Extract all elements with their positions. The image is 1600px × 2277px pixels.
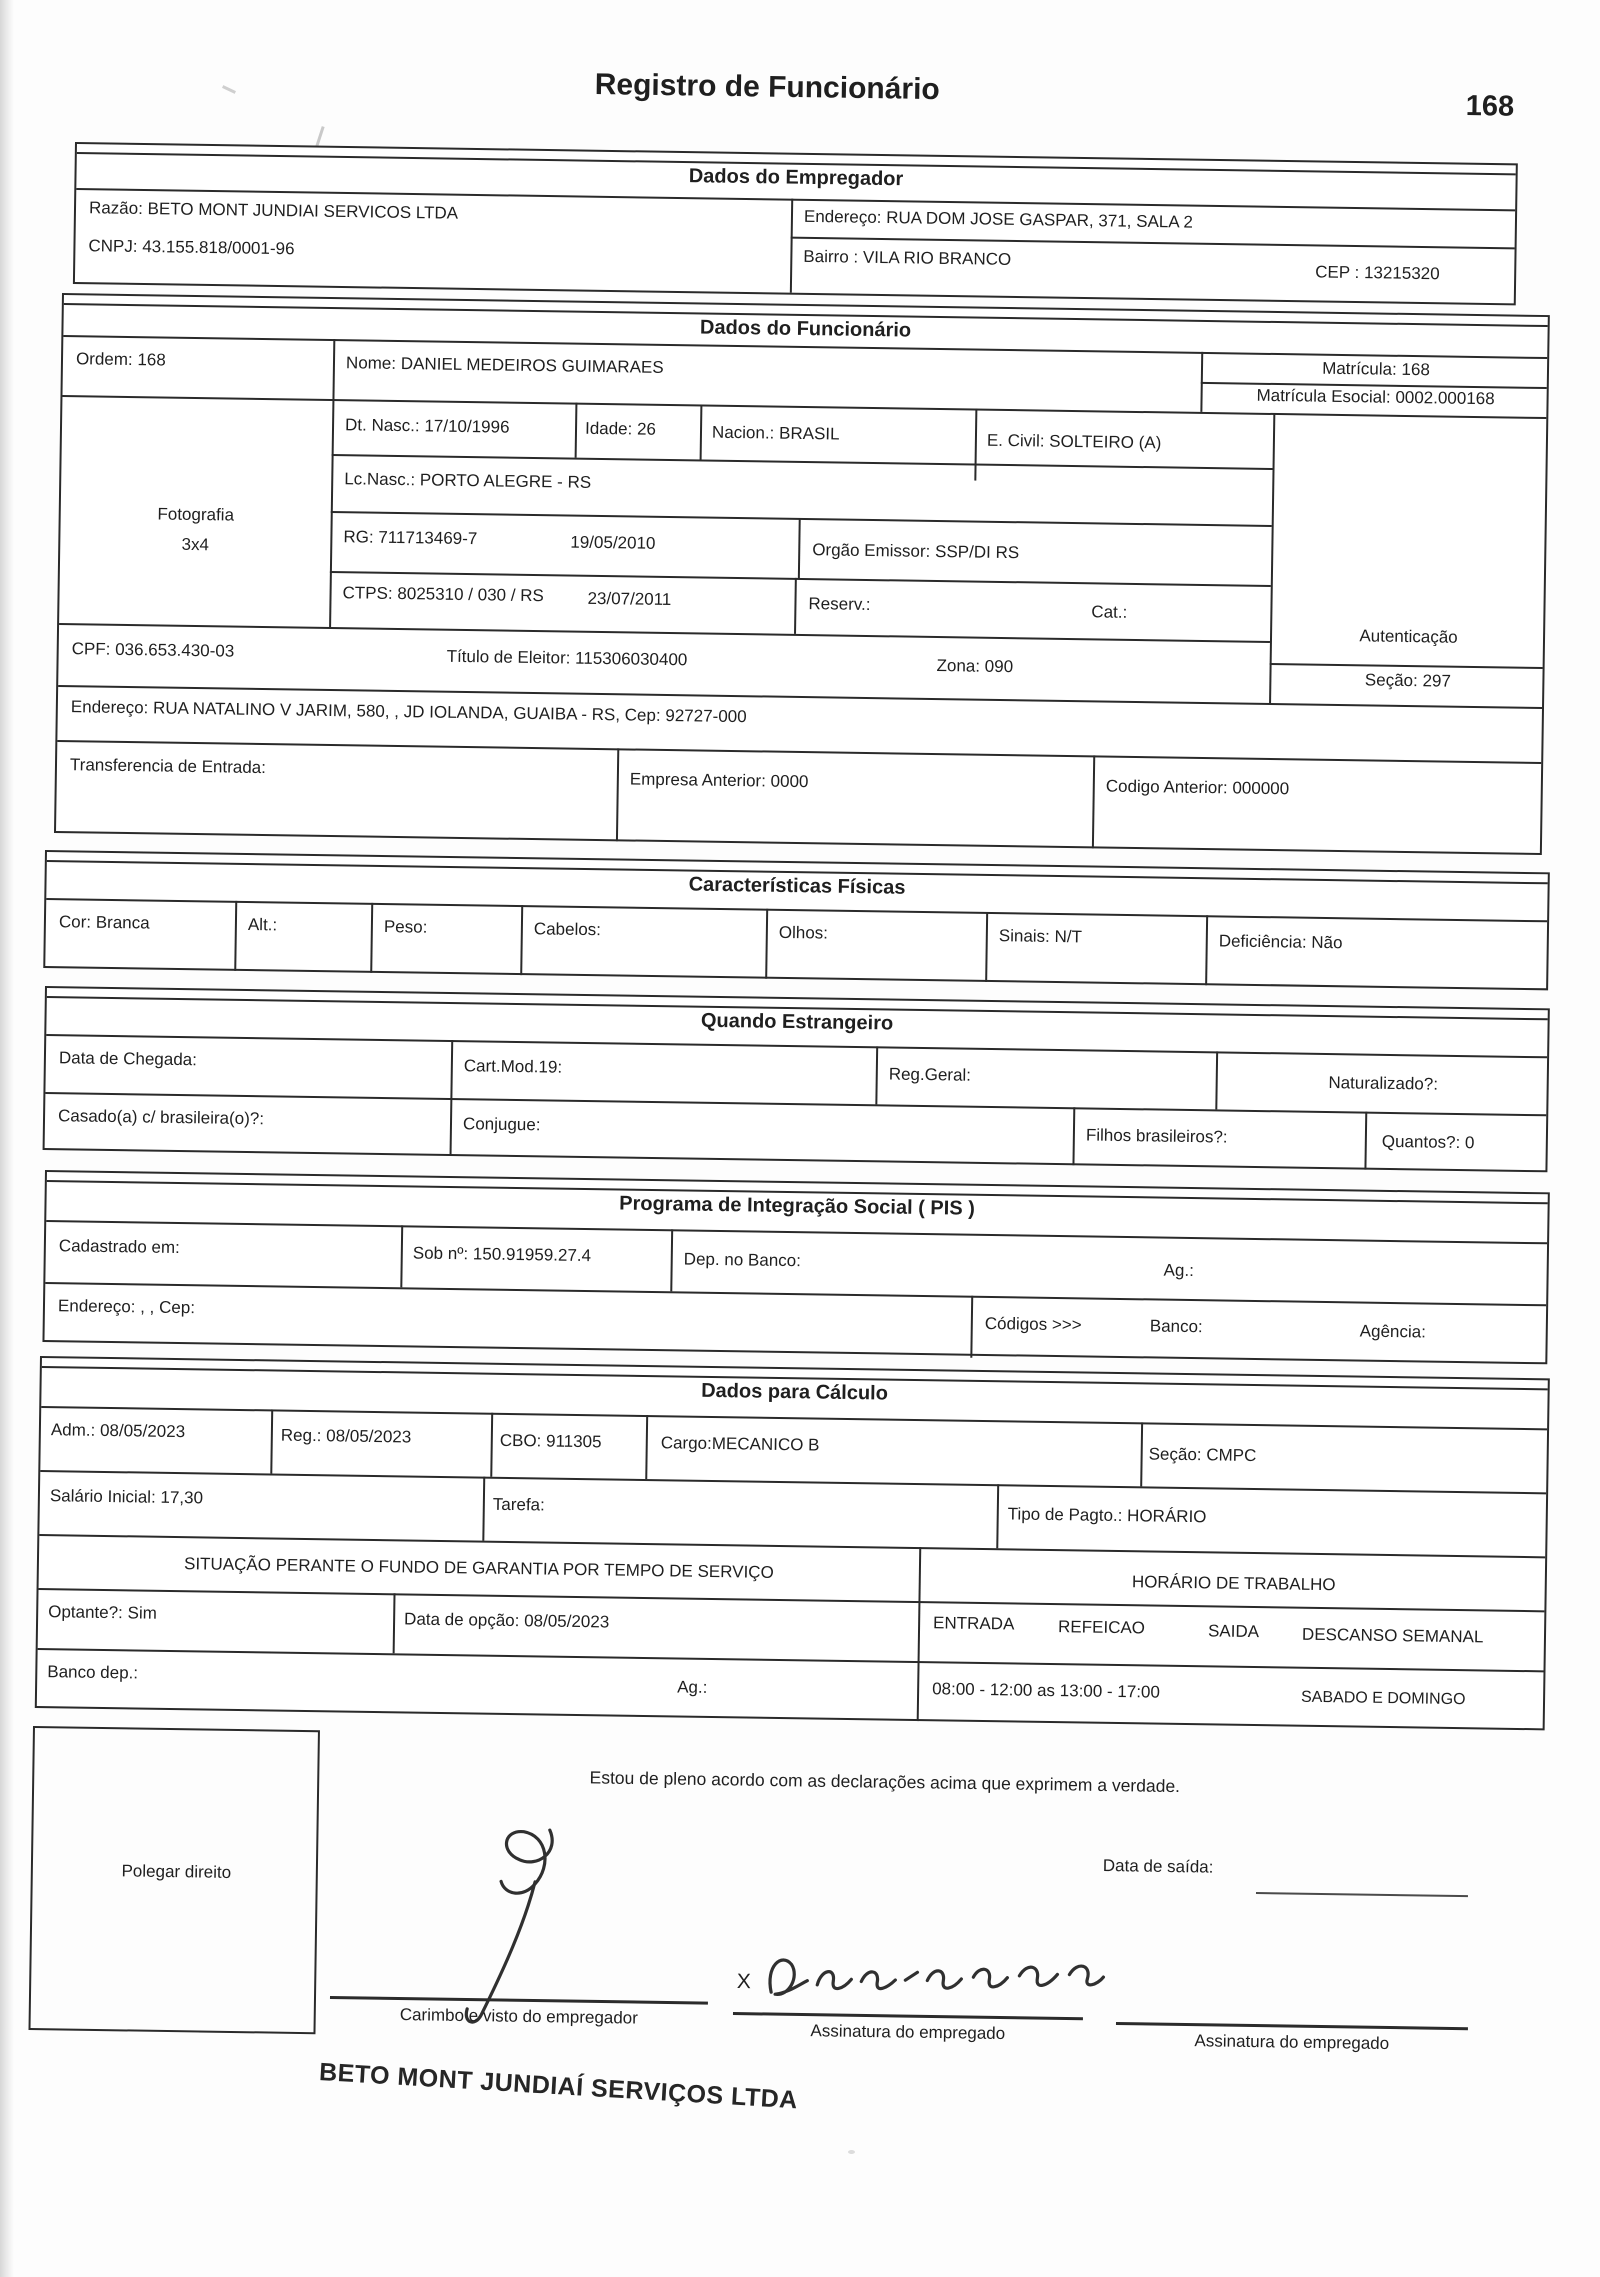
- field-cabelos: Cabelos:: [533, 919, 602, 940]
- rule: [1269, 413, 1275, 703]
- field-secao-eleitor: Seção: 297: [1364, 670, 1452, 691]
- photo-label-3x4: 3x4: [181, 534, 210, 555]
- data-saida-label: Data de saída:: [1102, 1856, 1214, 1877]
- employee-signature-line-2: [1116, 2022, 1468, 2030]
- section-dados-funcionario: [54, 293, 1550, 855]
- field-calc-ag: Ag.:: [677, 1677, 708, 1697]
- col-descanso: DESCANSO SEMANAL: [1301, 1624, 1484, 1647]
- field-alt: Alt.:: [247, 915, 278, 935]
- agreement-statement: Estou de pleno acordo com as declarações acima que exprimem a verdade.: [589, 1767, 1181, 1797]
- field-cnpj: CNPJ: 43.155.818/0001-96: [88, 236, 295, 259]
- page-title: Registro de Funcionário: [594, 68, 940, 107]
- rule: [985, 912, 988, 982]
- col-entrada: ENTRADA: [932, 1613, 1015, 1634]
- field-cpf: CPF: 036.653.430-03: [71, 639, 235, 661]
- field-endereco-empregador: Endereço: RUA DOM JOSE GASPAR, 371, SALA 2: [803, 206, 1194, 232]
- rule: [482, 1477, 485, 1541]
- rule: [57, 740, 1541, 764]
- field-tarefa: Tarefa:: [492, 1494, 545, 1515]
- section-title-pis: Programa de Integração Social ( PIS ): [619, 1192, 976, 1220]
- section-dados-empregador: [73, 142, 1518, 305]
- field-endereco-funcionario: Endereço: RUA NATALINO V JARIM, 580, , JD IOLANDA, GUAIBA - RS, Cep: 92727-000: [70, 697, 747, 727]
- employee-signature-scribble: [759, 1934, 1100, 2024]
- field-cbo: CBO: 911305: [499, 1430, 602, 1452]
- horario-title: HORÁRIO DE TRABALHO: [1131, 1572, 1336, 1595]
- employee-signature-label-2: Assinatura do empregado: [1194, 2031, 1390, 2054]
- section-caracteristicas-fisicas: [43, 850, 1550, 990]
- field-naturalizado: Naturalizado?:: [1328, 1073, 1439, 1094]
- field-orgao-emissor: Orgão Emissor: SSP/DI RS: [812, 540, 1020, 563]
- rule: [400, 1225, 403, 1287]
- employee-signature-label-1: Assinatura do empregado: [810, 2021, 1006, 2044]
- rule: [331, 511, 1272, 527]
- field-ctps-data: 23/07/2011: [587, 588, 672, 610]
- field-bairro: Bairro : VILA RIO BRANCO: [803, 246, 1012, 269]
- fgts-title: SITUAÇÃO PERANTE O FUNDO DE GARANTIA POR TEMPO DE SERVIÇO: [183, 1554, 774, 1582]
- field-idade: Idade: 26: [584, 418, 657, 439]
- rule: [794, 578, 797, 634]
- rule: [490, 1413, 493, 1477]
- field-sinais: Sinais: N/T: [998, 926, 1083, 947]
- field-peso: Peso:: [383, 917, 428, 937]
- col-saida: SAIDA: [1207, 1621, 1260, 1642]
- rule: [996, 1484, 999, 1548]
- field-pis-endereco: Endereço: , , Cep:: [57, 1296, 196, 1318]
- field-cart-mod: Cart.Mod.19:: [463, 1056, 563, 1077]
- field-descanso-valor: SABADO E DOMINGO: [1300, 1688, 1466, 1709]
- rule: [329, 339, 335, 627]
- rule: [370, 903, 373, 973]
- employer-visto-signature: [405, 1818, 588, 2021]
- field-adm: Adm.: 08/05/2023: [50, 1420, 186, 1442]
- field-filhos-brasileiros: Filhos brasileiros?:: [1085, 1125, 1228, 1147]
- field-reg-geral: Reg.Geral:: [888, 1064, 972, 1085]
- field-razao: Razão: BETO MONT JUNDIAI SERVICOS LTDA: [88, 198, 459, 223]
- field-cargo: Cargo:MECANICO B: [660, 1433, 820, 1455]
- rule: [700, 404, 703, 459]
- section-title-empregador: Dados do Empregador: [688, 165, 904, 191]
- rule: [1364, 1112, 1367, 1170]
- field-cadastrado-em: Cadastrado em:: [58, 1236, 180, 1258]
- field-ordem: Ordem: 168: [75, 349, 166, 370]
- photo-label-fotografia: Fotografia: [157, 504, 235, 525]
- field-agencia: Agência:: [1359, 1321, 1427, 1342]
- field-dep-banco: Dep. no Banco:: [683, 1249, 802, 1271]
- field-data-opcao: Data de opção: 08/05/2023: [403, 1609, 610, 1632]
- x-mark: X: [736, 1970, 752, 1994]
- rule: [234, 901, 237, 971]
- field-autenticacao: Autenticação: [1359, 626, 1458, 647]
- field-dt-nasc: Dt. Nasc.: 17/10/1996: [344, 415, 510, 437]
- field-conjugue: Conjugue:: [462, 1114, 541, 1135]
- field-empresa-anterior: Empresa Anterior: 0000: [629, 769, 809, 792]
- field-olhos: Olhos:: [778, 922, 829, 943]
- field-ctps: CTPS: 8025310 / 030 / RS: [342, 583, 545, 606]
- rule: [520, 905, 523, 975]
- rule: [45, 1092, 1546, 1116]
- field-codigos: Códigos >>>: [984, 1313, 1082, 1335]
- field-cor: Cor: Branca: [58, 912, 150, 933]
- field-secao-calc: Seção: CMPC: [1148, 1444, 1257, 1466]
- field-transferencia: Transferencia de Entrada:: [69, 755, 267, 778]
- field-codigo-anterior: Codigo Anterior: 000000: [1105, 776, 1290, 799]
- company-stamp: BETO MONT JUNDIAÍ SERVIÇOS LTDA: [318, 2058, 799, 2115]
- rule: [575, 403, 578, 458]
- scan-artifact: [848, 2150, 855, 2154]
- field-nome: Nome: DANIEL MEDEIROS GUIMARAES: [345, 353, 664, 377]
- employer-signature-label: Carimbo e visto do empregador: [399, 2005, 639, 2028]
- field-cep: CEP : 13215320: [1315, 262, 1440, 284]
- field-sob-no: Sob nº: 150.91959.27.4: [412, 1243, 592, 1266]
- rule: [798, 518, 801, 578]
- rule: [393, 1593, 396, 1653]
- page-number: 168: [1465, 90, 1515, 123]
- rule: [974, 409, 977, 481]
- section-title-fisicas: Características Físicas: [688, 873, 906, 899]
- field-casado-brasileira: Casado(a) c/ brasileira(o)?:: [57, 1106, 265, 1129]
- field-horario-valor: 08:00 - 12:00 as 13:00 - 17:00: [932, 1679, 1161, 1702]
- thumbprint-box: [28, 1726, 319, 2034]
- rule: [270, 1409, 273, 1473]
- rule: [1140, 1422, 1143, 1486]
- field-banco-dep: Banco dep.:: [47, 1662, 139, 1683]
- field-pis-ag: Ag.:: [1163, 1260, 1195, 1281]
- field-nacion: Nacion.: BRASIL: [711, 422, 840, 444]
- field-reserv: Reserv.:: [808, 594, 871, 615]
- rule: [40, 1470, 1546, 1494]
- field-estado-civil: E. Civil: SOLTEIRO (A): [986, 430, 1162, 453]
- field-matricula-esocial: Matrícula Esocial: 0002.000168: [1256, 385, 1495, 409]
- rule: [1072, 1107, 1075, 1165]
- rule: [875, 1046, 878, 1104]
- rule: [670, 1229, 673, 1291]
- rule: [1092, 755, 1095, 848]
- section-dados-calculo: [35, 1356, 1550, 1730]
- thumbprint-label: Polegar direito: [121, 1861, 232, 1882]
- col-refeicao: REFEICAO: [1057, 1617, 1146, 1638]
- rule: [616, 748, 619, 841]
- field-rg-data: 19/05/2010: [570, 532, 656, 553]
- scan-artifact: [222, 85, 236, 94]
- field-salario: Salário Inicial: 17,30: [49, 1486, 204, 1508]
- section-pis: [42, 1170, 1549, 1364]
- field-data-chegada: Data de Chegada:: [58, 1048, 198, 1070]
- field-optante: Optante?: Sim: [48, 1602, 158, 1623]
- rule: [645, 1415, 648, 1479]
- rule: [38, 1648, 1544, 1672]
- rule: [1270, 663, 1543, 669]
- section-title-estrangeiro: Quando Estrangeiro: [700, 1009, 894, 1035]
- field-cat: Cat.:: [1091, 602, 1128, 622]
- rule: [1205, 915, 1208, 985]
- field-zona: Zona: 090: [936, 656, 1014, 677]
- rule: [59, 623, 1270, 643]
- field-deficiencia: Deficiência: Não: [1218, 931, 1343, 953]
- field-matricula: Matrícula: 168: [1322, 358, 1431, 380]
- rule: [790, 199, 793, 293]
- data-saida-line: [1256, 1892, 1468, 1897]
- rule: [45, 1282, 1546, 1306]
- field-rg: RG: 711713469-7: [343, 527, 478, 549]
- field-lc-nasc: Lc.Nasc.: PORTO ALEGRE - RS: [344, 469, 592, 492]
- rule: [765, 909, 768, 979]
- field-quantos: Quantos?: 0: [1381, 1131, 1475, 1153]
- section-title-funcionario: Dados do Funcionário: [699, 316, 912, 342]
- field-banco: Banco:: [1149, 1316, 1203, 1337]
- section-title-calculo: Dados para Cálculo: [701, 1379, 889, 1405]
- section-quando-estrangeiro: [43, 986, 1550, 1172]
- scan-edge-shading: [0, 0, 14, 2277]
- rule: [332, 454, 1273, 470]
- rule: [970, 1296, 973, 1358]
- field-reg: Reg.: 08/05/2023: [280, 1425, 412, 1447]
- field-tipo-pagto: Tipo de Pagto.: HORÁRIO: [1007, 1504, 1207, 1527]
- field-titulo-eleitor: Título de Eleitor: 115306030400: [446, 646, 688, 670]
